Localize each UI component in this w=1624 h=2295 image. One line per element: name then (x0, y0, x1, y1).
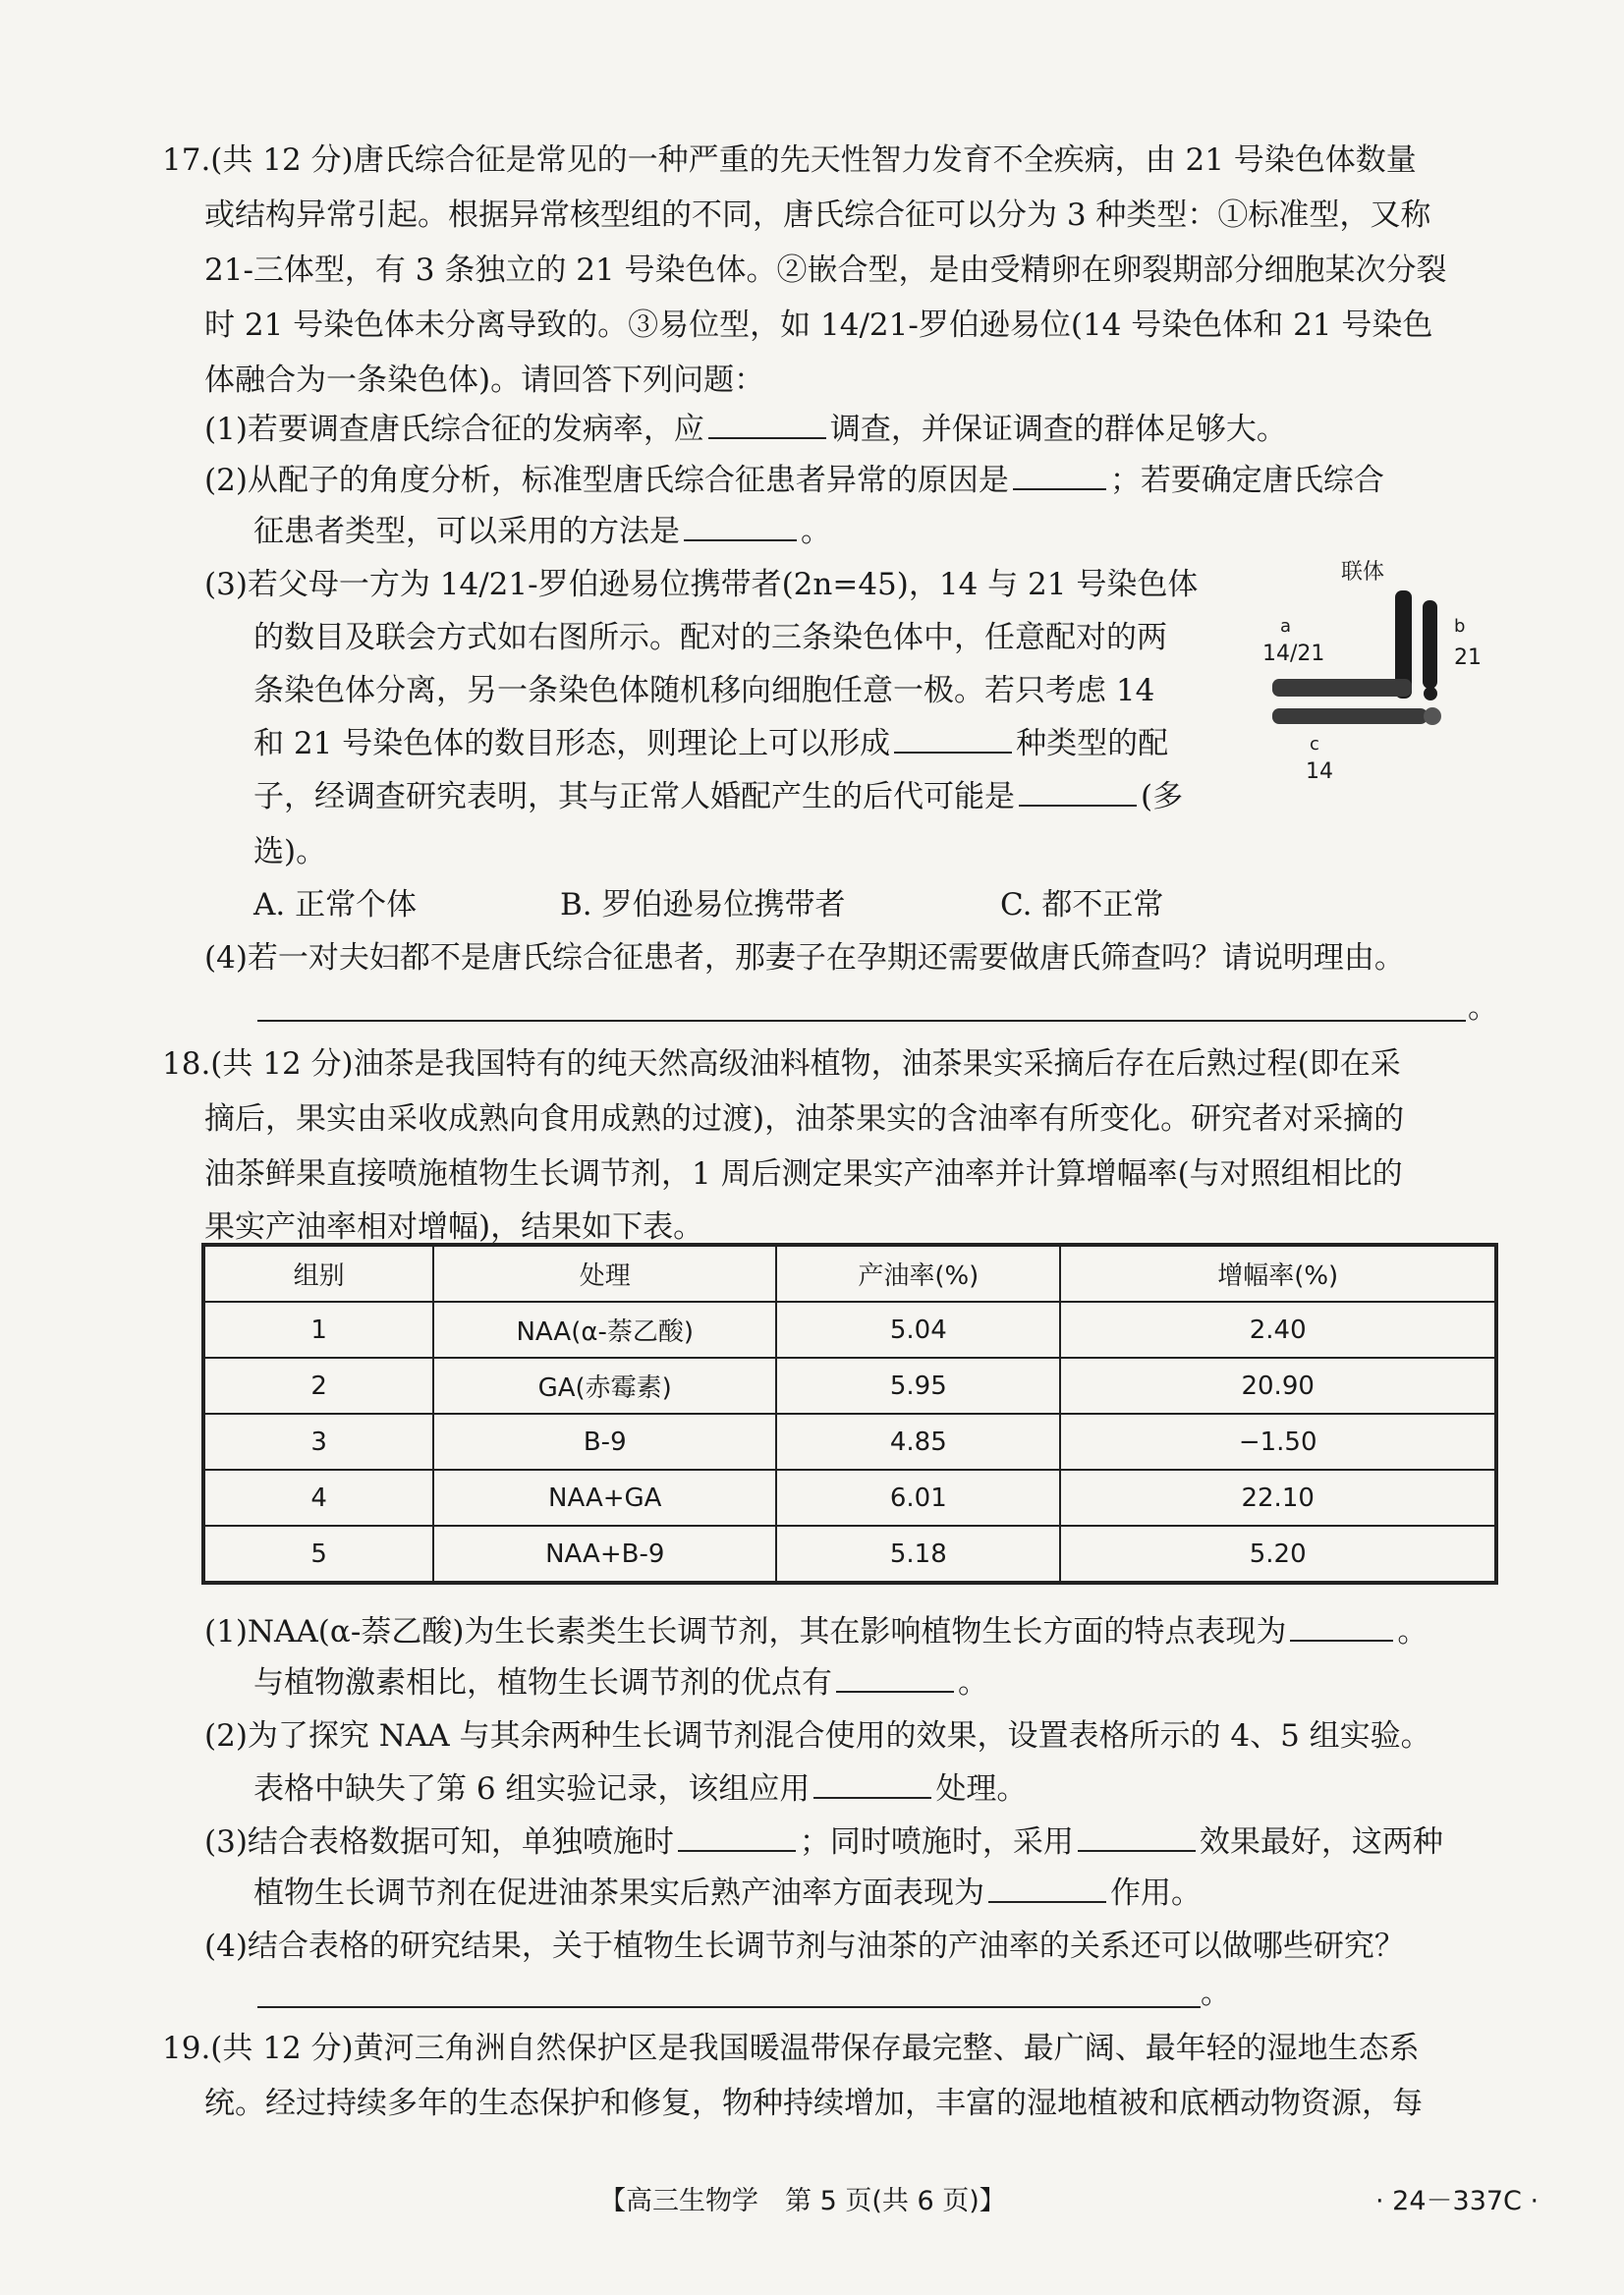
table-cell: 2 (203, 1358, 433, 1414)
q17-part3-text-5b: (多 (1141, 779, 1184, 814)
table-row (203, 1302, 1496, 1358)
table-cell: 5.20 (1060, 1526, 1496, 1583)
figure-label-c: c (1310, 734, 1319, 755)
table-cell: B-9 (433, 1414, 776, 1470)
figure-title: 联体 (1341, 560, 1385, 585)
q18-part1-text-c: 与植物激素相比，植物生长调节剂的优点有 (253, 1665, 832, 1701)
q18-part2-text-b: 表格中缺失了第 6 组实验记录，该组应用 (253, 1771, 811, 1807)
q17-option-c[interactable]: C. 都不正常 (1000, 887, 1164, 923)
q18-part3-text-c: 效果最好，这两种 (1199, 1824, 1443, 1860)
q17-option-a[interactable]: A. 正常个体 (253, 887, 418, 923)
q17-line-4: 时 21 号染色体未分离导致的。③易位型，如 14/21-罗伯逊易位(14 号染色体和 21 号染色 (204, 308, 1433, 343)
q18-part3-text-b: ；同时喷施时，采用 (799, 1824, 1074, 1860)
q18-part3-text-e: 作用。 (1110, 1875, 1202, 1911)
table-cell: 4 (203, 1470, 433, 1526)
q17-part3-line-5 (253, 776, 1183, 817)
q17-option-b[interactable]: B. 罗伯逊易位携带者 (560, 887, 846, 923)
q17-part3-line-1: (3)若父母一方为 14/21-罗伯逊易位携带者(2n=45)，14 与 21 号染色体 (204, 567, 1199, 602)
results-table (201, 1243, 1498, 1585)
figure-label-b: b (1454, 616, 1466, 637)
q18-part1-blank-1[interactable] (1290, 1639, 1393, 1642)
q18-part2: (2)为了探究 NAA 与其余两种生长调节剂混合使用的效果，设置表格所示的 4、5 组实验。 (204, 1718, 1431, 1754)
q18-part3-blank-1[interactable] (678, 1849, 796, 1852)
chromosome-21 (1423, 600, 1437, 689)
table-header-row (203, 1245, 1496, 1302)
table-cell: 20.90 (1060, 1358, 1496, 1414)
q18-part4-end: 。 (1201, 1976, 1231, 2011)
table-cell: 4.85 (776, 1414, 1060, 1470)
q18-part1-text-d: 。 (958, 1665, 988, 1701)
table-header-group: 组别 (203, 1245, 433, 1302)
q17-part2-text-b: ；若要确定唐氏综合 (1109, 463, 1384, 498)
q18-part4: (4)结合表格的研究结果，关于植物生长调节剂与油茶的产油率的关系还可以做哪些研究？ (204, 1929, 1405, 1964)
q17-part2-text-c: 征患者类型，可以采用的方法是 (253, 514, 680, 549)
q17-part2-text-d: 。 (801, 514, 831, 549)
table-row (203, 1414, 1496, 1470)
q18-part1-text-b: 。 (1397, 1614, 1428, 1650)
table-row (203, 1470, 1496, 1526)
q17-part1-text-a: (1)若要调查唐氏综合征的发病率，应 (204, 412, 704, 447)
table-header-oil-rate: 产油率(%) (776, 1245, 1060, 1302)
q17-part4: (4)若一对夫妇都不是唐氏综合征患者，那妻子在孕期还需要做唐氏筛查吗？请说明理由。 (204, 940, 1405, 976)
q18-line-1: 18.(共 12 分)油茶是我国特有的纯天然高级油料植物，油茶果实采摘后存在后熟过程(即在采 (162, 1046, 1401, 1082)
q17-part3-line-6: 选)。 (253, 834, 327, 869)
chromosome-14-21-horizontal (1272, 679, 1412, 697)
q18-part3-blank-2[interactable] (1078, 1849, 1196, 1852)
q17-part3-text-4b: 种类型的配 (1016, 726, 1169, 761)
q18-line-4: 果实产油率相对增幅)，结果如下表。 (204, 1209, 704, 1245)
table-cell: 6.01 (776, 1470, 1060, 1526)
q18-part3 (204, 1821, 1443, 1863)
page-footer-center: 【高三生物学 第 5 页(共 6 页)】 (599, 2186, 1006, 2216)
table-cell: NAA+GA (433, 1470, 776, 1526)
q18-part4-answer-line[interactable] (257, 2006, 1201, 2008)
chromosome-14 (1272, 708, 1428, 724)
q18-part1-blank-2[interactable] (836, 1690, 954, 1693)
table-cell: 5.18 (776, 1526, 1060, 1583)
table-cell: 22.10 (1060, 1470, 1496, 1526)
q17-part4-end: 。 (1468, 990, 1498, 1026)
q17-part3-line-4 (253, 723, 1168, 764)
table-cell: 2.40 (1060, 1302, 1496, 1358)
q18-line-3: 油茶鲜果直接喷施植物生长调节剂，1 周后测定果实产油率并计算增幅率(与对照组相比的 (204, 1156, 1403, 1192)
q18-part2-blank[interactable] (813, 1796, 931, 1799)
q18-part1-text-a: (1)NAA(α-萘乙酸)为生长素类生长调节剂，其在影响植物生长方面的特点表现为 (204, 1614, 1287, 1650)
table-cell: 5 (203, 1526, 433, 1583)
table-cell: 5.04 (776, 1302, 1060, 1358)
q18-part1-cont (253, 1662, 988, 1704)
figure-label-a: a (1280, 616, 1292, 637)
q19-line-1: 19.(共 12 分)黄河三角洲自然保护区是我国暖温带保存最完整、最广阔、最年轻的湿地生态系 (162, 2031, 1420, 2066)
q18-part3-blank-3[interactable] (988, 1900, 1106, 1903)
q19-line-2: 统。经过持续多年的生态保护和修复，物种持续增加，丰富的湿地植被和底栖动物资源，每 (204, 2086, 1423, 2121)
q18-part3-cont (253, 1873, 1202, 1914)
q17-part2-blank-2[interactable] (684, 538, 797, 541)
page-footer-code: · 24－337C · (1375, 2186, 1540, 2216)
q17-part1-text-b: 调查，并保证调查的群体足够大。 (829, 412, 1287, 447)
figure-label-a-sub: 14/21 (1262, 642, 1325, 666)
chromosome-figure (1262, 555, 1482, 791)
q17-part3-blank-1[interactable] (894, 751, 1012, 754)
q17-part4-answer-line[interactable] (257, 1020, 1466, 1022)
q17-line-3: 21-三体型，有 3 条独立的 21 号染色体。②嵌合型，是由受精卵在卵裂期部分细胞某次分裂 (204, 252, 1447, 288)
q17-line-2: 或结构异常引起。根据异常核型组的不同，唐氏综合征可以分为 3 种类型：①标准型，又称 (204, 197, 1431, 233)
q17-part3-text-4a: 和 21 号染色体的数目形态，则理论上可以形成 (253, 726, 891, 761)
chromosome-14-centromere (1424, 707, 1441, 725)
table-row (203, 1358, 1496, 1414)
figure-label-c-sub: 14 (1306, 759, 1333, 784)
q17-part2-cont (253, 511, 831, 552)
table-cell: 1 (203, 1302, 433, 1358)
q17-part2 (204, 460, 1384, 501)
q17-part3-line-2: 的数目及联会方式如右图所示。配对的三条染色体中，任意配对的两 (253, 620, 1167, 655)
q17-part2-blank-1[interactable] (1013, 487, 1106, 490)
figure-label-b-sub: 21 (1454, 645, 1482, 670)
q17-line-1: 17.(共 12 分)唐氏综合征是常见的一种严重的先天性智力发育不全疾病，由 21 号染色体数量 (162, 142, 1417, 178)
q18-part2-text-c: 处理。 (935, 1771, 1028, 1807)
table-cell: GA(赤霉素) (433, 1358, 776, 1414)
table-row (203, 1526, 1496, 1583)
q18-part1 (204, 1611, 1428, 1652)
q18-part2-cont (253, 1768, 1027, 1810)
q17-part1 (204, 409, 1287, 450)
q18-part3-text-d: 植物生长调节剂在促进油茶果实后熟产油率方面表现为 (253, 1875, 984, 1911)
table-cell: NAA+B-9 (433, 1526, 776, 1583)
q17-part3-blank-2[interactable] (1019, 804, 1137, 807)
table-cell: NAA(α-萘乙酸) (433, 1302, 776, 1358)
q17-part2-text-a: (2)从配子的角度分析，标准型唐氏综合征患者异常的原因是 (204, 463, 1009, 498)
q18-part3-text-a: (3)结合表格数据可知，单独喷施时 (204, 1824, 674, 1860)
table-cell: 5.95 (776, 1358, 1060, 1414)
table-cell: 3 (203, 1414, 433, 1470)
q17-line-5: 体融合为一条染色体)。请回答下列问题： (204, 363, 765, 398)
q17-part1-blank[interactable] (708, 436, 826, 439)
table-header-increase-rate: 增幅率(%) (1060, 1245, 1496, 1302)
table-cell: −1.50 (1060, 1414, 1496, 1470)
chromosome-21-centromere (1424, 687, 1437, 700)
q18-line-2: 摘后，果实由采收成熟向食用成熟的过渡)，油茶果实的含油率有所变化。研究者对采摘的 (204, 1101, 1405, 1137)
q17-part3-line-3: 条染色体分离，另一条染色体随机移向细胞任意一极。若只考虑 14 (253, 673, 1155, 708)
q17-part3-text-5a: 子，经调查研究表明，其与正常人婚配产生的后代可能是 (253, 779, 1015, 814)
table-header-treatment: 处理 (433, 1245, 776, 1302)
